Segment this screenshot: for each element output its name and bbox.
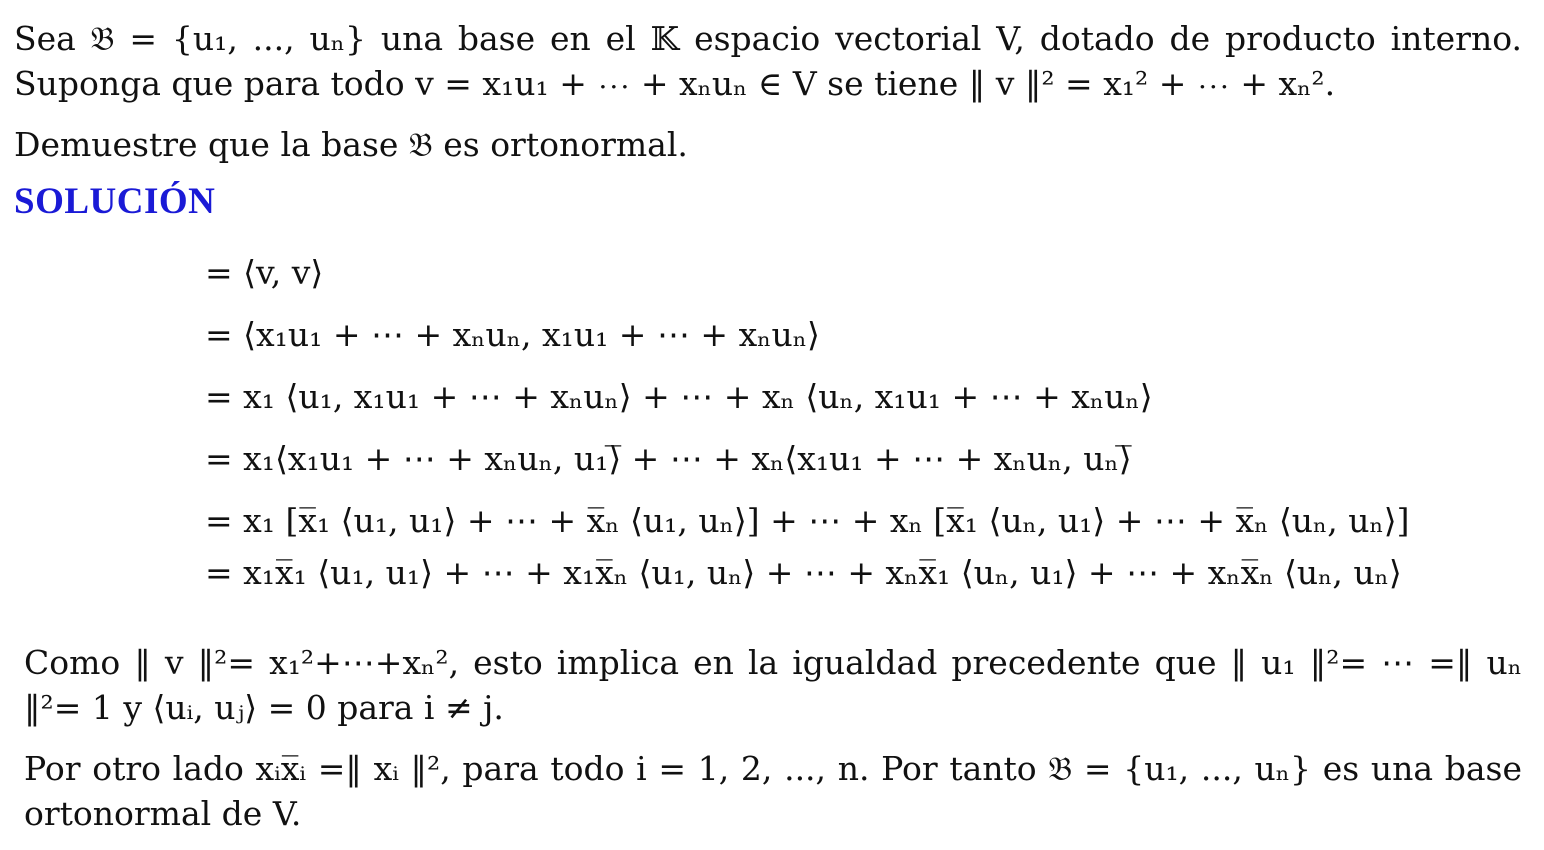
equation-rhs: = x₁ ⟨u₁, x₁u₁ + ⋯ + xₙuₙ⟩ + ⋯ + xₙ ⟨uₙ, x₁u₁ + ⋯ + xₙuₙ⟩ — [205, 377, 1153, 416]
conclusion-paragraph-2: Por otro lado xᵢx̅ᵢ =‖ xᵢ ‖², para todo i = 1, 2, ..., n. Por tanto 𝔅 = {u₁, ..., uₙ} es una base ortonormal de V. — [24, 749, 1522, 833]
equation-rhs: = ⟨v, v⟩ — [205, 253, 324, 292]
problem-statement: Sea 𝔅 = {u₁, ..., uₙ} una base en el 𝕂 espacio vectorial V, dotado de producto interno. Suponga que para todo v = x₁u₁ + ⋯ + xₙuₙ ∈ V se tiene ‖ v ‖² = x₁² + ⋯ + xₙ². — [14, 19, 1522, 103]
equation-rhs: = x₁x̅₁ ⟨u₁, u₁⟩ + ⋯ + x₁x̅ₙ ⟨u₁, uₙ⟩ + ⋯ + xₙx̅₁ ⟨uₙ, u₁⟩ + ⋯ + xₙx̅ₙ ⟨uₙ, uₙ⟩ — [205, 553, 1402, 592]
equation-rhs: = ⟨x₁u₁ + ⋯ + xₙuₙ, x₁u₁ + ⋯ + xₙuₙ⟩ — [205, 315, 820, 354]
equation-rhs: = x₁ [x̅₁ ⟨u₁, u₁⟩ + ⋯ + x̅ₙ ⟨u₁, uₙ⟩] + ⋯ + xₙ [x̅₁ ⟨uₙ, u₁⟩ + ⋯ + x̅ₙ ⟨uₙ, uₙ⟩] — [205, 501, 1410, 540]
equation-rhs: = x₁⟨x₁u₁ + ⋯ + xₙuₙ, u₁⟩̅ + ⋯ + xₙ⟨x₁u₁ + ⋯ + xₙuₙ, uₙ⟩̅ — [205, 439, 1132, 478]
solution-heading: SOLUCIÓN — [14, 181, 216, 222]
problem-task: Demuestre que la base 𝔅 es ortonormal. — [14, 125, 688, 164]
conclusion-paragraph-1: Como ‖ v ‖²= x₁²+⋯+xₙ², esto implica en la igualdad precedente que ‖ u₁ ‖²= ⋯ =‖ uₙ ‖²= 1 y ⟨uᵢ, uⱼ⟩ = 0 para i ≠ j. — [24, 643, 1522, 727]
